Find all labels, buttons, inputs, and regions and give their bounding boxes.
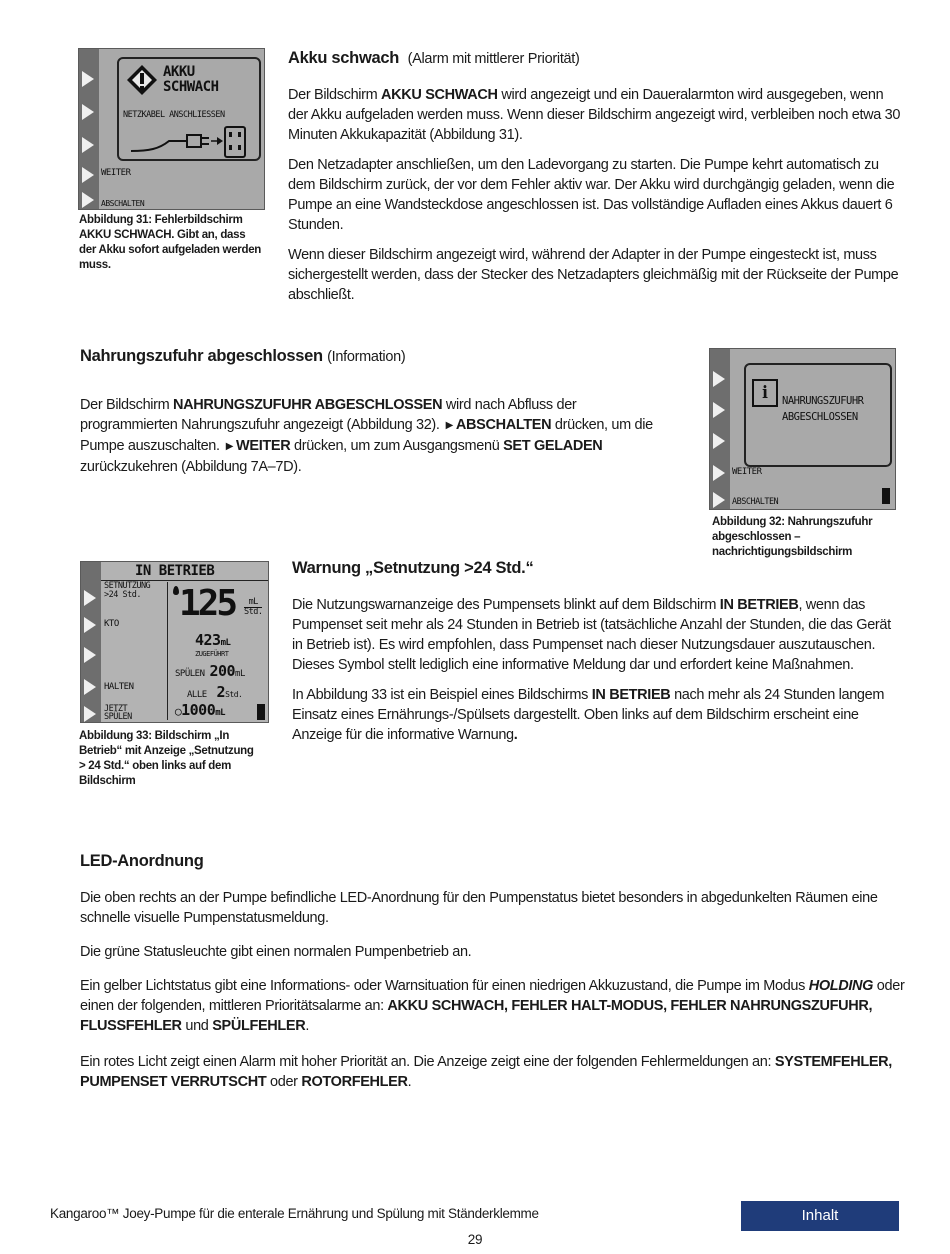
paragraph: Der Bildschirm NAHRUNGSZUFUHR ABGESCHLOSSEN wird nach Abfluss der programmierten Nahrungszufuhr angezeigt (Abbildung 32). ▶ ABSCHALTEN drücken, um die Pumpe auszuschalten. ▶ WEITER drücken, um zum Ausgangsmenü SET GELADEN zurückzukehren (Abbildung 7A–7D).	[80, 397, 653, 475]
feed-complete-text	[80, 395, 675, 487]
softkey-kto: KTO	[104, 619, 119, 629]
page-number: 29	[467, 1232, 483, 1247]
softkey-off: ABSCHALTEN	[732, 497, 779, 507]
right-arrow-icon: ▶	[225, 441, 234, 452]
lcd-display	[101, 562, 268, 722]
info-icon: i	[752, 379, 778, 407]
right-arrow-icon: ▶	[445, 420, 453, 431]
figure-31-caption: Abbildung 31: Fehlerbildschirm AKKU SCHWACH. Gibt an, dass der Akku sofort aufgeladen werden muss.	[79, 214, 262, 271]
section-heading-low-battery: Akku schwach (Alarm mit mittlerer Priorität)	[288, 49, 580, 67]
table-of-contents-button[interactable]: Inhalt	[741, 1201, 899, 1231]
flush-interval: ALLE 2Std.	[187, 683, 243, 701]
lcd-display	[730, 349, 895, 509]
figure-31-screen	[78, 48, 265, 210]
screen-title: AKKU SCHWACH	[163, 64, 219, 95]
led-array-text	[80, 888, 905, 1102]
total-icon: ◯	[175, 705, 182, 718]
paragraph: Wenn dieser Bildschirm angezeigt wird, während der Adapter in der Pumpe eingesteckt ist, muss sichergestellt werden, dass der Stecker des Netzadapters gleichmäßig mit der Rückseite der Pumpe abschließt.	[288, 247, 899, 303]
screen-instruction: NETZKABEL ANSCHLIESSEN	[123, 110, 225, 120]
set-usage-warning-text	[292, 595, 902, 755]
screen-title: IN BETRIEB	[135, 563, 215, 579]
paragraph: Der Bildschirm AKKU SCHWACH wird angezeigt und ein Daueralarmton wird ausgegeben, wenn der Akku aufgeladen werden muss. Wenn dieser Bildschirm angezeigt wird, verbleiben noch etwa 30 Minuten Akkukapazität (Abbildung 31).	[288, 87, 901, 143]
paragraph: Die grüne Statusleuchte gibt einen normalen Pumpenbetrieb an.	[80, 944, 472, 960]
device-side-buttons	[81, 562, 101, 722]
figure-32-screen	[709, 348, 896, 510]
section-heading-set-usage-warning: Warnung „Setnutzung >24 Std.“	[292, 559, 534, 577]
device-side-buttons	[79, 49, 99, 209]
softkey-off: ABSCHALTEN	[101, 199, 145, 208]
section-heading-led-array: LED-Anordnung	[80, 852, 204, 870]
alert-icon	[125, 63, 159, 97]
set-usage-warning: SETNUTZUNG >24 Std.	[104, 581, 151, 600]
rate-unit: mL Std.	[244, 597, 263, 617]
rate-value: 125	[179, 583, 236, 624]
fed-label: ZUGEFÜHRT	[195, 650, 229, 658]
paragraph: Die Nutzungswarnanzeige des Pumpensets blinkt auf dem Bildschirm IN BETRIEB, wenn das Pumpenset seit mehr als 24 Stunden in Betrieb ist (tatsächliche Anzahl der Stunden, die das Gerät in Betrieb ist). Es wird empfohlen, dass Pumpenset nach dieser Nutzungsdauer auszutauschen. Dieses Symbol stellt lediglich eine informative Meldung dar und erfordert keine Maßnahmen.	[292, 597, 891, 673]
section-heading-feed-complete: Nahrungszufuhr abgeschlossen (Information)	[80, 347, 406, 365]
softkey-continue: WEITER	[732, 467, 762, 477]
device-side-buttons	[710, 349, 730, 509]
paragraph: In Abbildung 33 ist ein Beispiel eines Bildschirms IN BETRIEB nach mehr als 24 Stunden langem Einsatz eines Ernährungs-/Spülsets dargestellt. Oben links auf dem Bildschirm erscheint eine Anzeige für die informative Warnung.	[292, 687, 885, 743]
battery-icon	[882, 488, 890, 504]
paragraph: Die oben rechts an der Pumpe befindliche LED-Anordnung für den Pumpenstatus bietet besonders in abgedunkelten Räumen eine schnelle visuelle Pumpenstatusmeldung.	[80, 890, 878, 926]
flush-volume: SPÜLEN 200mL	[175, 662, 245, 680]
figure-33-caption: Abbildung 33: Bildschirm „In Betrieb“ mit Anzeige „Setnutzung > 24 Std.“ oben links auf dem Bildschirm	[79, 730, 254, 787]
footer-product-name: Kangaroo™ Joey-Pumpe für die enterale Ernährung und Spülung mit Ständerklemme	[50, 1206, 539, 1221]
paragraph: Ein gelber Lichtstatus gibt eine Informations- oder Warnsituation für einen niedrigen Akkuzustand, die Pumpe im Modus HOLDING oder einen der folgenden, mittleren Prioritätsalarme an: AKKU SCHWACH, FEHLER HALT-MODUS, FEHLER NAHRUNGSZUFUHR, FLUSSFEHLER und SPÜLFEHLER.	[80, 978, 905, 1034]
power-plug-icon	[129, 123, 249, 159]
battery-icon	[257, 704, 265, 720]
fed-volume: 423mL	[195, 631, 231, 649]
screen-message: NAHRUNGSZUFUHR ABGESCHLOSSEN	[782, 395, 864, 423]
paragraph: Den Netzadapter anschließen, um den Ladevorgang zu starten. Die Pumpe kehrt automatisch zu dem Bildschirm zurück, der vor dem Fehler aktiv war. Der Akku wird durchgängig geladen, wenn die Pumpe an eine Wandsteckdose angeschlossen ist. Das vollständige Aufladen eines Akkus dauert 6 Stunden.	[288, 157, 895, 233]
paragraph: Ein rotes Licht zeigt einen Alarm mit hoher Priorität an. Die Anzeige zeigt eine der folgenden Fehlermeldungen an: SYSTEMFEHLER, PUMPENSET VERRUTSCHT oder ROTORFEHLER.	[80, 1054, 892, 1090]
softkey-continue: WEITER	[101, 168, 131, 178]
low-battery-text	[288, 85, 903, 315]
figure-32-caption: Abbildung 32: Nahrungszufuhr abgeschlossen – nachrichtigungsbildschirm	[712, 516, 873, 558]
lcd-display	[99, 49, 264, 209]
figure-33-screen	[80, 561, 269, 723]
softkey-hold: HALTEN	[104, 682, 134, 692]
total-volume: ◯1000mL	[175, 701, 226, 719]
softkey-flush-now: JETZT SPÜLEN	[104, 704, 132, 722]
